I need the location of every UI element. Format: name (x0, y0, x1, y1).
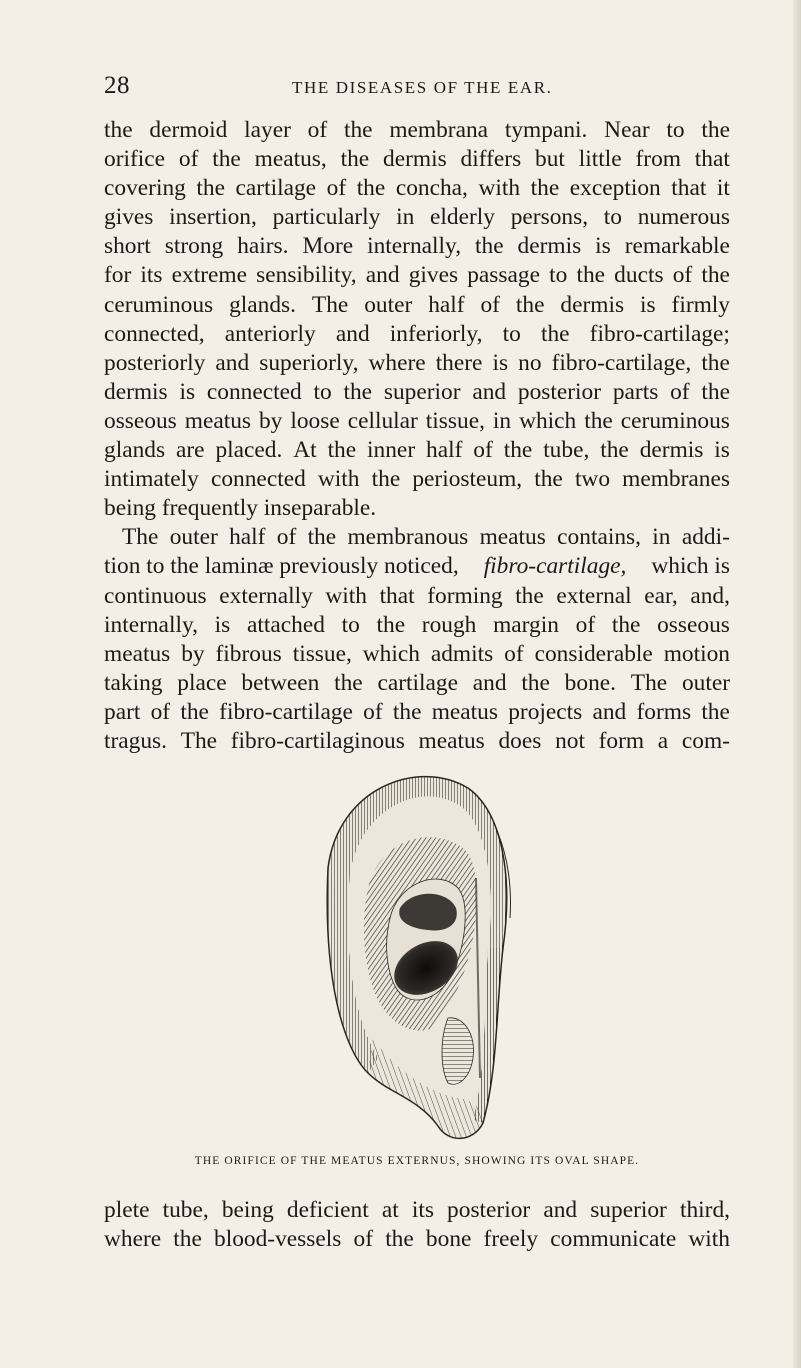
word: the (540, 320, 570, 347)
word: externally (219, 582, 313, 609)
word: the (356, 175, 386, 202)
word: membranes (622, 466, 730, 493)
word: which (519, 407, 577, 434)
word: that (694, 146, 730, 173)
word: inferiorly, (389, 320, 483, 347)
word: elderly (430, 204, 495, 231)
word: and (543, 1197, 578, 1223)
word: persons, (510, 204, 589, 231)
word: a (657, 727, 669, 754)
word: of (150, 698, 171, 725)
word: the (701, 117, 730, 143)
word: its (411, 1197, 434, 1223)
text-line (104, 145, 730, 174)
word: the (212, 146, 241, 173)
word: freely (483, 1226, 539, 1253)
word: half (426, 437, 463, 464)
word: posterior (447, 1197, 531, 1223)
word: half (229, 524, 266, 551)
word: by (258, 407, 283, 434)
word: third, (679, 1197, 730, 1223)
word: the (307, 524, 337, 551)
word: periosteum, (412, 466, 523, 493)
word: does (498, 727, 542, 754)
word: that (671, 175, 707, 202)
word: the (611, 611, 641, 638)
word: not (555, 727, 585, 754)
word: tube, (543, 437, 590, 464)
word: gives (408, 262, 459, 289)
word: layer (244, 117, 291, 143)
word: extreme (171, 262, 247, 289)
word: differs (460, 146, 522, 173)
text-line (104, 611, 730, 640)
word: internally, (367, 233, 462, 260)
text-line (104, 494, 730, 523)
word: the (392, 698, 422, 725)
word: the (530, 175, 560, 202)
text-line (104, 203, 730, 232)
word: firmly (671, 291, 730, 318)
word: to (341, 611, 360, 638)
word: ceruminous (620, 407, 730, 434)
word: blood-vessels (214, 1226, 342, 1253)
word: fibro-cartilage, (551, 349, 692, 376)
word: motion (663, 640, 730, 667)
word: but (535, 146, 565, 173)
word: part (104, 698, 141, 725)
word: between (241, 669, 320, 696)
text-line (104, 436, 730, 465)
word: The (311, 291, 349, 318)
word: exception (569, 175, 661, 202)
page-edge (793, 0, 801, 1368)
word: with (317, 466, 360, 493)
word: addi- (681, 524, 730, 551)
word: cartilage (377, 669, 458, 696)
word: and (335, 320, 370, 347)
word: the (327, 437, 357, 464)
word: outer (681, 669, 730, 696)
word: the (701, 378, 730, 405)
word: with (325, 582, 367, 609)
word: meatus (418, 727, 485, 754)
text-line (104, 1225, 730, 1254)
word: admits (430, 640, 494, 667)
word: being (221, 1197, 274, 1223)
word: the (343, 378, 373, 405)
text-line (104, 349, 730, 378)
body-text (104, 116, 730, 756)
word: the (334, 669, 363, 696)
word: superiorly, (259, 349, 359, 376)
word: dermis (104, 378, 168, 405)
word: the (600, 437, 629, 464)
word: is (214, 611, 231, 638)
word: tube, (162, 1197, 209, 1223)
word: fibro-cartilage; (589, 320, 730, 347)
word: glands. (229, 291, 296, 318)
text-line-content: being frequently inseparable. (104, 495, 377, 522)
word: in (396, 204, 415, 231)
word: membranous (347, 524, 469, 551)
word: of (178, 146, 199, 173)
word: connected (206, 378, 302, 405)
word: dermis (560, 291, 625, 318)
word: insertion, (169, 204, 257, 231)
word: particularly (272, 204, 381, 231)
word: ducts (614, 262, 664, 289)
word: anteriorly (224, 320, 316, 347)
word: from (635, 146, 681, 173)
word: the (515, 582, 544, 609)
word: is (492, 349, 509, 376)
word: posteriorly (104, 349, 206, 376)
word: the (701, 698, 730, 725)
word: is (595, 233, 611, 260)
word: forms (636, 698, 692, 725)
word: dermis (383, 146, 447, 173)
page-number: 28 (104, 72, 130, 99)
word: the (576, 262, 606, 289)
word: superior (590, 1197, 667, 1223)
word: sensibility, (256, 262, 357, 289)
word: the (173, 1226, 202, 1253)
word: of (575, 611, 596, 638)
word: to (666, 117, 685, 143)
body-text-continued (104, 1196, 730, 1254)
text-line (104, 261, 730, 290)
word: fibrous (215, 640, 282, 667)
word: the (196, 175, 225, 202)
word: to (502, 320, 521, 347)
word: the (534, 466, 563, 493)
text-line (104, 552, 730, 581)
word: fibro-cartilage (219, 698, 353, 725)
word: to (549, 262, 568, 289)
word: intimately (104, 466, 199, 493)
word: the (180, 698, 209, 725)
word: remarkable (624, 233, 730, 260)
word: glands (104, 437, 166, 464)
word: covering (104, 175, 186, 202)
word: its (140, 262, 163, 289)
word: Near (604, 117, 650, 143)
word: ear, (644, 582, 678, 609)
word: meatus (431, 698, 498, 725)
word: of (307, 117, 328, 143)
word: bone. (564, 669, 616, 696)
word: the (104, 117, 133, 143)
word: orifice (104, 146, 166, 173)
word: passage (467, 262, 540, 289)
text-line (104, 116, 730, 145)
word: of (473, 437, 493, 464)
word: the (376, 611, 406, 638)
word: outer (169, 524, 218, 551)
word: no (518, 349, 542, 376)
word: attached (246, 611, 325, 638)
page-header (104, 72, 729, 102)
word: ceruminous (104, 291, 214, 318)
word: the (701, 262, 730, 289)
word: the (503, 437, 533, 464)
word: at (381, 1197, 399, 1223)
word: inner (367, 437, 416, 464)
word: tympani. (504, 117, 588, 143)
text-line (104, 523, 730, 552)
word: hairs. (237, 233, 289, 260)
word: there (435, 349, 483, 376)
word: dermis (517, 233, 582, 260)
word: numerous (637, 204, 730, 231)
text-line (104, 698, 730, 727)
word: cellular (347, 407, 418, 434)
word: by (181, 640, 205, 667)
word: More (302, 233, 354, 260)
word: the (584, 407, 613, 434)
word: where (104, 1226, 162, 1253)
ear-engraving (298, 748, 528, 1143)
word: and (365, 262, 400, 289)
text-line (104, 174, 730, 203)
word: contains, (557, 524, 641, 551)
word: gives (104, 204, 154, 231)
word: posterior (517, 378, 602, 405)
word: is (640, 291, 656, 318)
text-line (104, 465, 730, 494)
text-line (104, 669, 730, 698)
word: form (598, 727, 645, 754)
word: fibro-cartilaginous (230, 727, 405, 754)
word: loose (290, 407, 340, 434)
word: the (515, 291, 545, 318)
word: bone (425, 1226, 472, 1253)
word: taking (104, 669, 163, 696)
word: osseous (657, 611, 730, 638)
word: meatus (479, 524, 546, 551)
word: meatus (104, 640, 171, 667)
word: outer (364, 291, 413, 318)
word: tissue, (425, 407, 485, 434)
text-line (104, 407, 730, 436)
word: the (343, 117, 373, 143)
word: the (385, 1226, 414, 1253)
word: considerable (534, 640, 653, 667)
word: communicate (550, 1226, 677, 1253)
text-line (104, 640, 730, 669)
word: of (276, 524, 297, 551)
word: it (716, 175, 730, 202)
ear-illustration (298, 748, 528, 1143)
text-line (104, 232, 730, 261)
italic-term: fibro-cartilage, (483, 553, 627, 580)
word: meatus (184, 407, 252, 434)
word: superior (383, 378, 461, 405)
word: forming (427, 582, 503, 609)
word: internally, (104, 611, 198, 638)
word: and (215, 349, 250, 376)
word: with (688, 1226, 730, 1253)
word: the (340, 146, 370, 173)
word: connected, (104, 320, 205, 347)
word: half (428, 291, 465, 318)
text-line-content: tion to the laminæ previously noticed, (104, 553, 459, 580)
word: The (122, 524, 159, 551)
word: osseous (104, 407, 177, 434)
word: the (521, 669, 550, 696)
word: cartilage (235, 175, 317, 202)
word: of (326, 175, 347, 202)
word: with (478, 175, 521, 202)
word: two (574, 466, 611, 493)
word: deficient (286, 1197, 369, 1223)
word: where (368, 349, 426, 376)
word: for (104, 262, 132, 289)
word: continuous (104, 582, 207, 609)
word: The (630, 669, 668, 696)
text-line (104, 320, 730, 349)
word: the (371, 466, 401, 493)
word: margin (493, 611, 559, 638)
figure-caption: THE ORIFICE OF THE MEATUS EXTERNUS, SHOWING ITS OVAL SHAPE. (194, 1155, 640, 1167)
text-line (104, 378, 730, 407)
word: to (603, 204, 622, 231)
running-head: THE DISEASES OF THE EAR. (292, 78, 553, 97)
word: in (652, 524, 671, 551)
word: plete (104, 1197, 150, 1223)
word: rough (421, 611, 477, 638)
word: the (475, 233, 504, 260)
word: short (104, 233, 151, 260)
word: strong (164, 233, 224, 260)
word: projects (508, 698, 583, 725)
text-line-content: which is (651, 553, 730, 580)
word: of (670, 378, 690, 405)
word: dermoid (149, 117, 228, 143)
text-line (104, 291, 730, 320)
word: and (472, 378, 507, 405)
word: external (556, 582, 632, 609)
word: are (175, 437, 205, 464)
word: At (293, 437, 317, 464)
word: is (714, 437, 730, 464)
word: of (353, 1226, 374, 1253)
word: membrana (389, 117, 489, 143)
text-line (104, 582, 730, 611)
word: and, (690, 582, 730, 609)
word: and (592, 698, 627, 725)
word: connected (210, 466, 306, 493)
text-line (104, 1196, 730, 1225)
word: in (492, 407, 512, 434)
word: to (313, 378, 332, 405)
word: tragus. (104, 727, 168, 754)
word: and (472, 669, 507, 696)
word: of (480, 291, 500, 318)
word: com- (681, 727, 730, 754)
word: dermis (639, 437, 704, 464)
word: of (504, 640, 524, 667)
word: place (177, 669, 227, 696)
word: is (179, 378, 196, 405)
word: parts (612, 378, 659, 405)
word: of (363, 698, 383, 725)
word: The (180, 727, 218, 754)
word: meatus, (254, 146, 327, 173)
word: placed. (215, 437, 283, 464)
word: that (379, 582, 415, 609)
word: tissue, (292, 640, 352, 667)
word: little (578, 146, 622, 173)
word: the (701, 349, 730, 376)
word: which (362, 640, 420, 667)
word: of (672, 262, 693, 289)
word: concha, (395, 175, 468, 202)
